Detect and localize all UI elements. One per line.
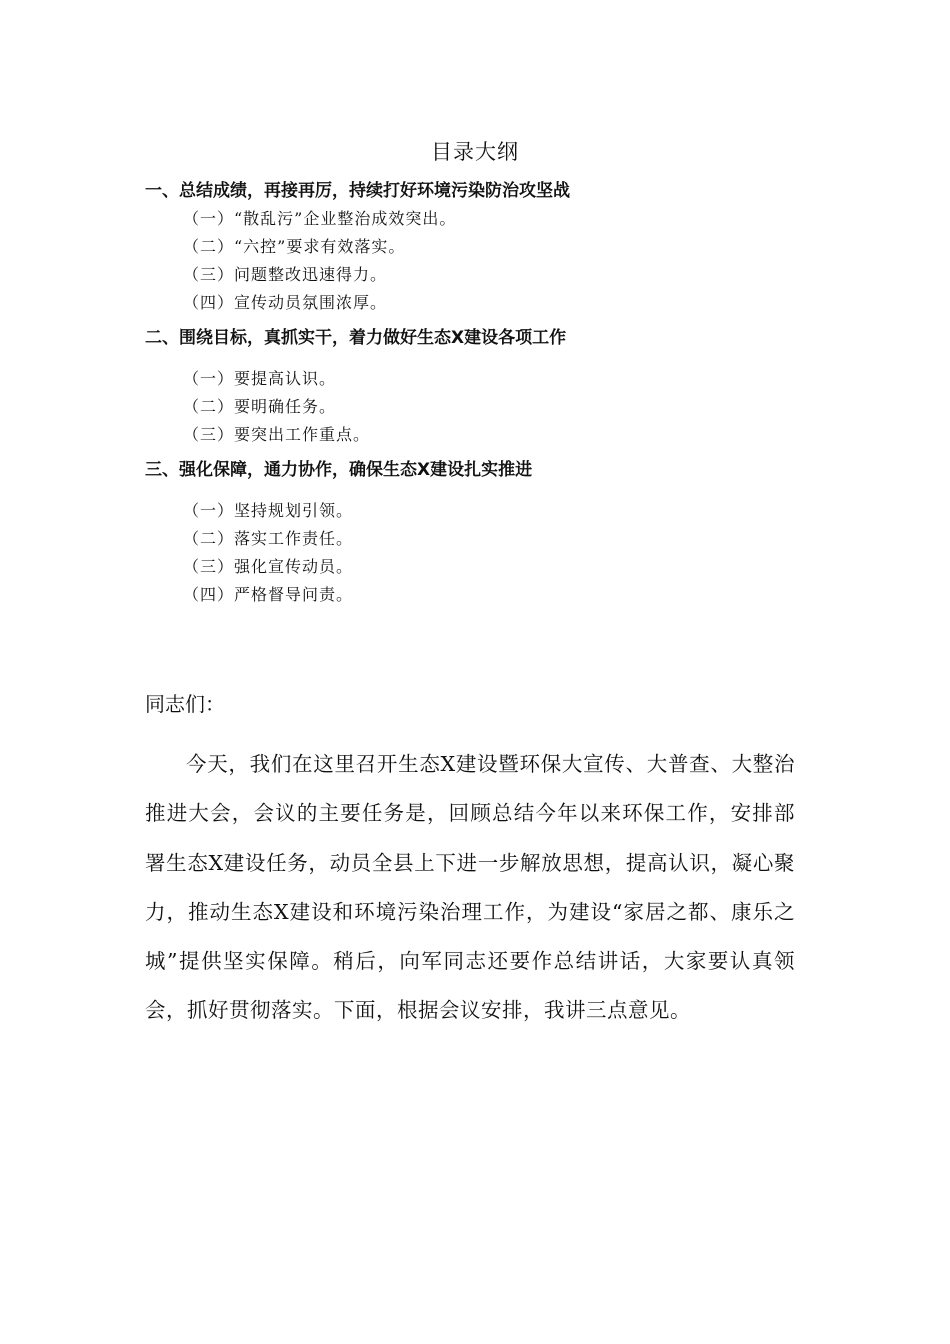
toc-section-2 [145,327,825,449]
greeting: 同志们： [145,692,225,716]
toc-item: （二）“六控”要求有效落实。 [183,237,406,256]
toc-item: （一）“散乱污”企业整治成效突出。 [183,209,457,228]
toc-item: （四）严格督导问责。 [183,585,354,604]
section-heading-2: 二、围绕目标，真抓实干，着力做好生态X建设各项工作 [145,328,567,348]
speech-body [145,686,795,1056]
toc-section-3 [145,459,825,609]
section-heading-1: 一、总结成绩，再接再厉，持续打好环境污染防治攻坚战 [145,181,570,201]
toc-item: （三）强化宣传动员。 [183,557,354,576]
section-3-items [145,497,825,609]
toc-item: （一）要提高认识。 [183,369,337,388]
section-1-items [145,205,825,317]
body-paragraph: 今天，我们在这里召开生态X建设暨环保大宣传、大普查、大整治推进大会，会议的主要任务是，回顾总结今年以来环保工作，安排部署生态X建设任务，动员全县上下进一步解放思想，提高认识，凝心聚力，推动生态X建设和环境污染治理工作，为建设“家居之都、康乐之城”提供坚实保障。稍后，向军同志还要作总结讲话，大家要认真领会，抓好贯彻落实。下面，根据会议安排，我讲三点意见。 [145,752,795,1023]
toc-item: （二）落实工作责任。 [183,529,354,548]
toc-item: （三）要突出工作重点。 [183,425,371,444]
toc-item: （四）宣传动员氛围浓厚。 [183,293,388,312]
toc-section-1 [145,180,825,317]
section-2-items [145,365,825,449]
table-of-contents [145,180,825,609]
toc-item: （一）坚持规划引领。 [183,501,354,520]
section-heading-3: 三、强化保障，通力协作，确保生态X建设扎实推进 [145,460,533,480]
toc-title: 目录大纲 [431,140,519,164]
toc-item: （三）问题整改迅速得力。 [183,265,388,284]
toc-item: （二）要明确任务。 [183,397,337,416]
